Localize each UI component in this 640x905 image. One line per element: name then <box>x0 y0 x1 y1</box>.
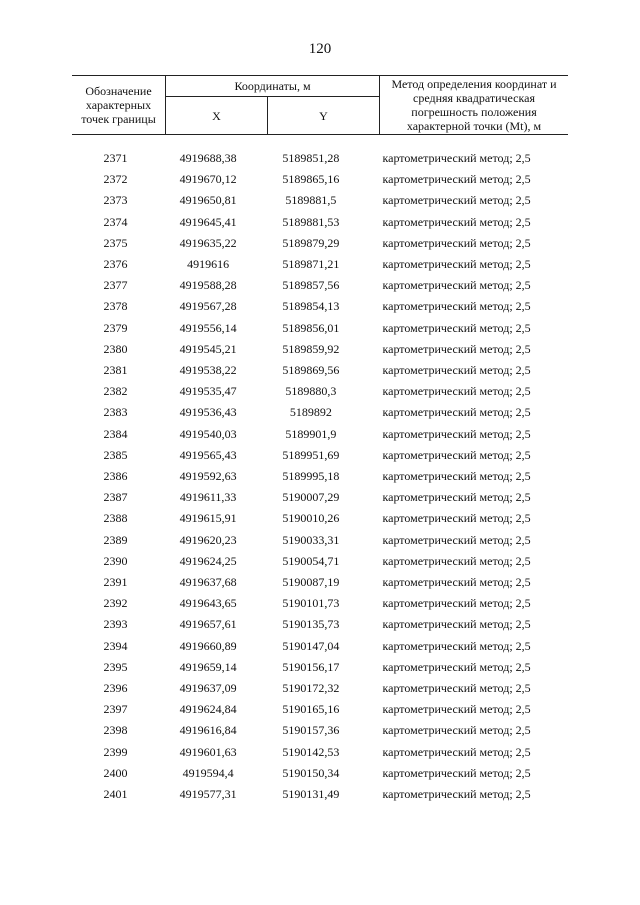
method-cell: картометрический метод; 2,5 <box>382 532 531 547</box>
table-row <box>72 212 568 233</box>
method-cell: картометрический метод; 2,5 <box>382 172 531 187</box>
y-cell: 5189851,28 <box>282 151 340 165</box>
x-cell: 4919657,61 <box>179 617 237 632</box>
x-cell: 4919624,84 <box>179 702 237 717</box>
x-cell: 4919659,14 <box>179 659 237 674</box>
point-cell: 2397 <box>103 702 128 717</box>
point-cell: 2377 <box>103 278 128 293</box>
table-row <box>72 169 568 190</box>
table-row <box>72 551 568 572</box>
point-cell: 2379 <box>103 320 128 335</box>
x-cell: 4919556,14 <box>179 320 237 335</box>
table-row <box>72 699 568 720</box>
method-cell: картометрический метод; 2,5 <box>382 426 531 441</box>
x-cell: 4919565,43 <box>179 447 237 462</box>
table-row <box>72 530 568 551</box>
page-number: 120 <box>308 41 332 57</box>
table-header <box>72 75 568 135</box>
table-row <box>72 614 568 635</box>
x-cell: 4919688,38 <box>179 151 237 165</box>
table-row <box>72 466 568 487</box>
y-cell: 5189856,01 <box>282 320 340 335</box>
table-row <box>72 742 568 763</box>
table-row <box>72 402 568 423</box>
x-cell: 4919594,4 <box>182 765 234 780</box>
table-row <box>72 424 568 445</box>
table-row <box>72 445 568 466</box>
point-cell: 2376 <box>103 257 128 272</box>
header-point-designation: Обозначение характерных точек границы <box>81 84 156 126</box>
x-cell: 4919616 <box>187 257 230 272</box>
y-cell: 5189859,92 <box>282 341 340 356</box>
point-cell: 2386 <box>103 469 128 484</box>
table-row <box>72 148 568 169</box>
y-cell: 5189857,56 <box>282 278 340 293</box>
table-row <box>72 339 568 360</box>
table-row <box>72 254 568 275</box>
method-cell: картометрический метод; 2,5 <box>382 638 531 653</box>
method-cell: картометрический метод; 2,5 <box>382 765 531 780</box>
y-cell: 5190157,36 <box>282 723 340 738</box>
method-cell: картометрический метод; 2,5 <box>382 617 531 632</box>
header-coordinates: Координаты, м <box>234 78 311 93</box>
method-cell: картометрический метод; 2,5 <box>382 744 531 759</box>
table-row <box>72 318 568 339</box>
x-cell: 4919616,84 <box>179 723 237 738</box>
method-cell: картометрический метод; 2,5 <box>382 490 531 505</box>
method-cell: картометрический метод; 2,5 <box>382 235 531 250</box>
method-cell: картометрический метод; 2,5 <box>382 320 531 335</box>
y-cell: 5190165,16 <box>282 702 340 717</box>
y-cell: 5189854,13 <box>282 299 340 314</box>
method-cell: картометрический метод; 2,5 <box>382 511 531 526</box>
point-cell: 2382 <box>103 384 128 399</box>
point-cell: 2400 <box>103 765 128 780</box>
x-cell: 4919611,33 <box>179 490 237 505</box>
x-cell: 4919536,43 <box>179 405 237 420</box>
x-cell: 4919660,89 <box>179 638 237 653</box>
y-cell: 5189881,5 <box>285 193 337 208</box>
table-row <box>72 233 568 254</box>
table-row <box>72 784 568 805</box>
y-cell: 5190135,73 <box>282 617 340 632</box>
y-cell: 5189879,29 <box>282 235 340 250</box>
x-cell: 4919601,63 <box>179 744 237 759</box>
method-cell: картометрический метод; 2,5 <box>382 193 531 208</box>
table-row <box>72 678 568 699</box>
table-row <box>72 508 568 529</box>
point-cell: 2389 <box>103 532 128 547</box>
x-cell: 4919577,31 <box>179 787 237 802</box>
y-cell: 5190131,49 <box>282 787 340 802</box>
y-cell: 5189951,69 <box>282 447 340 462</box>
table-row <box>72 572 568 593</box>
point-cell: 2371 <box>103 151 128 165</box>
y-cell: 5189880,3 <box>285 384 337 399</box>
header-method: Метод определения координат и средняя квадратическая погрешность положения характерной точки (Mt), м <box>391 77 557 133</box>
y-cell: 5190172,32 <box>282 681 340 696</box>
point-cell: 2385 <box>103 447 128 462</box>
y-cell: 5190142,53 <box>282 744 340 759</box>
x-cell: 4919645,41 <box>179 214 237 229</box>
method-cell: картометрический метод; 2,5 <box>382 341 531 356</box>
point-cell: 2375 <box>103 235 128 250</box>
y-cell: 5190033,31 <box>282 532 340 547</box>
x-cell: 4919615,91 <box>179 511 237 526</box>
table-row <box>72 657 568 678</box>
method-cell: картометрический метод; 2,5 <box>382 405 531 420</box>
method-cell: картометрический метод; 2,5 <box>382 702 531 717</box>
x-cell: 4919637,68 <box>179 575 237 590</box>
y-cell: 5190150,34 <box>282 765 340 780</box>
method-cell: картометрический метод; 2,5 <box>382 214 531 229</box>
table-row <box>72 636 568 657</box>
x-cell: 4919670,12 <box>179 172 237 187</box>
y-cell: 5190147,04 <box>282 638 340 653</box>
point-cell: 2401 <box>103 787 128 802</box>
method-cell: картометрический метод; 2,5 <box>382 469 531 484</box>
x-cell: 4919545,21 <box>179 341 237 356</box>
point-cell: 2383 <box>103 405 128 420</box>
point-cell: 2395 <box>103 659 128 674</box>
method-cell: картометрический метод; 2,5 <box>382 681 531 696</box>
method-cell: картометрический метод; 2,5 <box>382 151 531 165</box>
y-cell: 5189995,18 <box>282 469 340 484</box>
table-row <box>72 763 568 784</box>
x-cell: 4919635,22 <box>179 235 237 250</box>
y-cell: 5190101,73 <box>282 596 340 611</box>
table-row <box>72 381 568 402</box>
x-cell: 4919643,65 <box>179 596 237 611</box>
point-cell: 2390 <box>103 553 128 568</box>
point-cell: 2391 <box>103 575 128 590</box>
point-cell: 2381 <box>103 363 128 378</box>
x-cell: 4919620,23 <box>179 532 237 547</box>
point-cell: 2380 <box>103 341 128 356</box>
table-row <box>72 296 568 317</box>
x-cell: 4919650,81 <box>179 193 237 208</box>
header-x: X <box>212 108 221 123</box>
table-row <box>72 720 568 741</box>
point-cell: 2396 <box>103 681 128 696</box>
x-cell: 4919592,63 <box>179 469 237 484</box>
y-cell: 5190010,26 <box>282 511 340 526</box>
method-cell: картометрический метод; 2,5 <box>382 596 531 611</box>
y-cell: 5189871,21 <box>282 257 340 272</box>
method-cell: картометрический метод; 2,5 <box>382 447 531 462</box>
y-cell: 5190156,17 <box>282 659 340 674</box>
method-cell: картометрический метод; 2,5 <box>382 299 531 314</box>
coordinates-table <box>72 148 568 805</box>
x-cell: 4919538,22 <box>179 363 237 378</box>
x-cell: 4919624,25 <box>179 553 237 568</box>
method-cell: картометрический метод; 2,5 <box>382 723 531 738</box>
y-cell: 5189901,9 <box>285 426 337 441</box>
table-row <box>72 275 568 296</box>
x-cell: 4919567,28 <box>179 299 237 314</box>
point-cell: 2378 <box>103 299 128 314</box>
method-cell: картометрический метод; 2,5 <box>382 384 531 399</box>
header-y: Y <box>319 108 328 123</box>
y-cell: 5189869,56 <box>282 363 340 378</box>
y-cell: 5190007,29 <box>282 490 340 505</box>
point-cell: 2374 <box>103 214 128 229</box>
table-row <box>72 360 568 381</box>
table-row <box>72 487 568 508</box>
point-cell: 2399 <box>103 744 128 759</box>
method-cell: картометрический метод; 2,5 <box>382 659 531 674</box>
method-cell: картометрический метод; 2,5 <box>382 575 531 590</box>
y-cell: 5190087,19 <box>282 575 340 590</box>
method-cell: картометрический метод; 2,5 <box>382 553 531 568</box>
y-cell: 5189865,16 <box>282 172 340 187</box>
x-cell: 4919637,09 <box>179 681 237 696</box>
point-cell: 2392 <box>103 596 128 611</box>
point-cell: 2394 <box>103 638 128 653</box>
method-cell: картометрический метод; 2,5 <box>382 257 531 272</box>
table-row <box>72 190 568 211</box>
table-row <box>72 593 568 614</box>
y-cell: 5189892 <box>289 405 332 420</box>
point-cell: 2384 <box>103 426 128 441</box>
y-cell: 5190054,71 <box>282 553 340 568</box>
point-cell: 2393 <box>103 617 128 632</box>
point-cell: 2373 <box>103 193 128 208</box>
x-cell: 4919540,03 <box>179 426 237 441</box>
point-cell: 2372 <box>103 172 128 187</box>
x-cell: 4919588,28 <box>179 278 237 293</box>
x-cell: 4919535,47 <box>179 384 237 399</box>
method-cell: картометрический метод; 2,5 <box>382 363 531 378</box>
method-cell: картометрический метод; 2,5 <box>382 278 531 293</box>
point-cell: 2398 <box>103 723 128 738</box>
y-cell: 5189881,53 <box>282 214 340 229</box>
method-cell: картометрический метод; 2,5 <box>382 787 531 802</box>
point-cell: 2387 <box>103 490 128 505</box>
point-cell: 2388 <box>103 511 128 526</box>
